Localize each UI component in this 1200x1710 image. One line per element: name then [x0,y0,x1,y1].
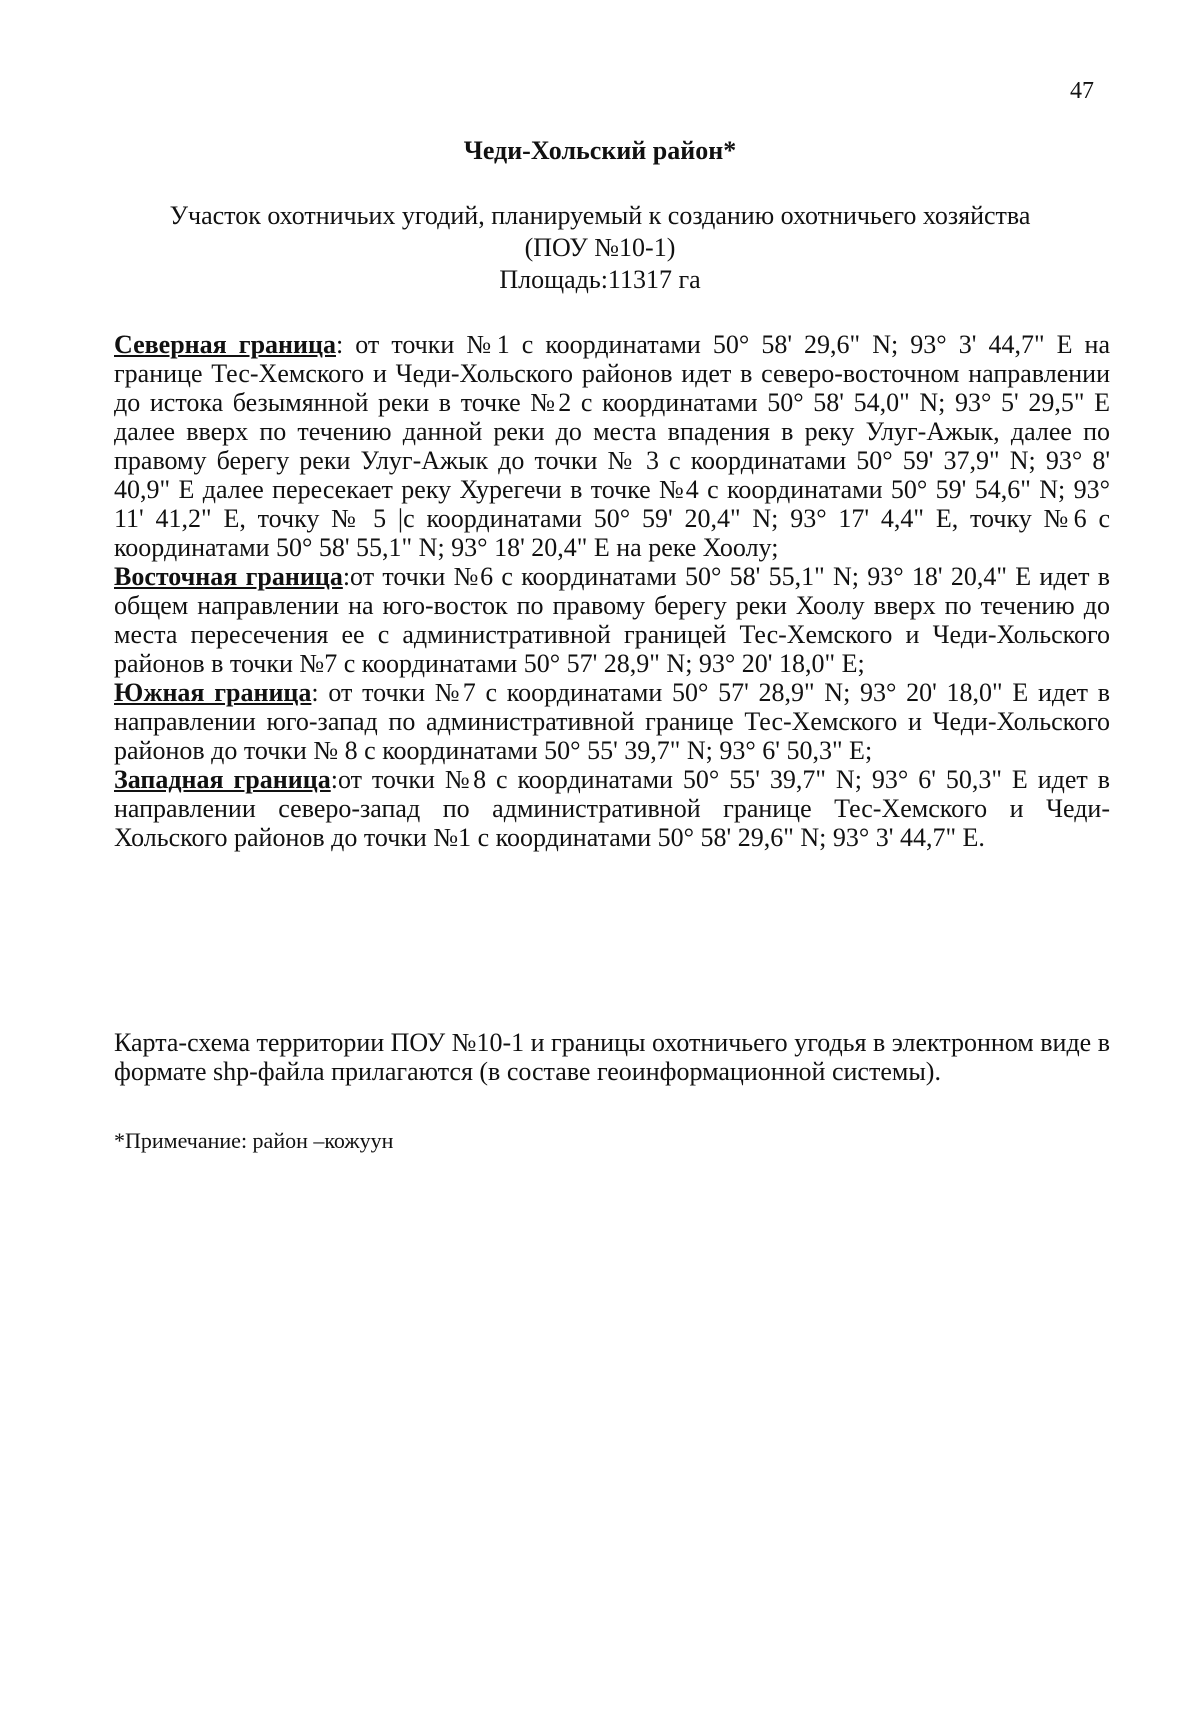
boundary-north-label: Северная граница [114,330,336,359]
boundary-east [114,562,1110,678]
boundary-north-text: : от точки №1 с координатами 50° 58' 29,6" N; 93° 3' 44,7" E на границе Тес-Хемского и Чеди-Хольского районов идет в северо-восточном направлении до истока безымянной реки в точке №2 с координатами 50° 58' 54,0" N; 93° 5' 29,5" E далее вверх по течению данной реки до места впадения в реку Улуг-Ажык, далее по правому берегу реки Улуг-Ажык до точки № 3 с координатами 50° 59' 37,9" N; 93° 8' 40,9" E далее пересекает реку Хурегечи в точке №4 с координатами 50° 59' 54,6" N; 93° 11' 41,2" E, точку № 5 |с координатами 50° 59' 20,4" N; 93° 17' 4,4" E, точку №6 с координатами 50° 58' 55,1" N; 93° 18' 20,4" E на реке Хоолу; [114,330,1110,562]
boundary-east-text: :от точки №6 с координатами 50° 58' 55,1" N; 93° 18' 20,4" E идет в общем направлении на юго-восток по правому берегу реки Хоолу вверх по течению до места пересечения ее с административной границей Тес-Хемского и Чеди-Хольского районов в точки №7 с координатами 50° 57' 28,9" N; 93° 20' 18,0" E; [114,562,1110,678]
boundary-west [114,765,1110,852]
boundary-west-label: Западная граница [114,765,331,794]
subtitle-line-plot-id: (ПОУ №10-1) [524,233,676,262]
boundary-south-text: : от точки №7 с координатами 50° 57' 28,9" N; 93° 20' 18,0" E идет в направлении юго-запад по административной границе Тес-Хемского и Чеди-Хольского районов до точки № 8 с координатами 50° 55' 39,7" N; 93° 6' 50,3" E; [114,678,1110,765]
boundaries-section [114,330,1110,852]
boundary-west-text: :от точки №8 с координатами 50° 55' 39,7" N; 93° 6' 50,3" E идет в направлении северо-запад по административной границе Тес-Хемского и Чеди-Хольского районов до точки №1 с координатами 50° 58' 29,6" N; 93° 3' 44,7" E. [114,765,1110,852]
map-note: Карта-схема территории ПОУ №10-1 и границы охотничьего угодья в электронном виде в формате shp-файла прилагаются (в составе геоинформационной системы). [114,1028,1110,1086]
boundary-south [114,678,1110,765]
footnote: *Примечание: район –кожуун [114,1128,394,1153]
boundary-east-label: Восточная граница [114,562,343,591]
boundary-south-label: Южная граница [114,678,312,707]
subtitle-line-description: Участок охотничьих угодий, планируемый к созданию охотничьего хозяйства [169,201,1031,230]
subtitle-line-area: Площадь:11317 га [499,265,701,294]
district-title: Чеди-Хольский район* [463,136,737,165]
boundary-north [114,330,1110,562]
page-number: 47 [1070,78,1094,104]
plot-subtitle [100,200,1100,296]
